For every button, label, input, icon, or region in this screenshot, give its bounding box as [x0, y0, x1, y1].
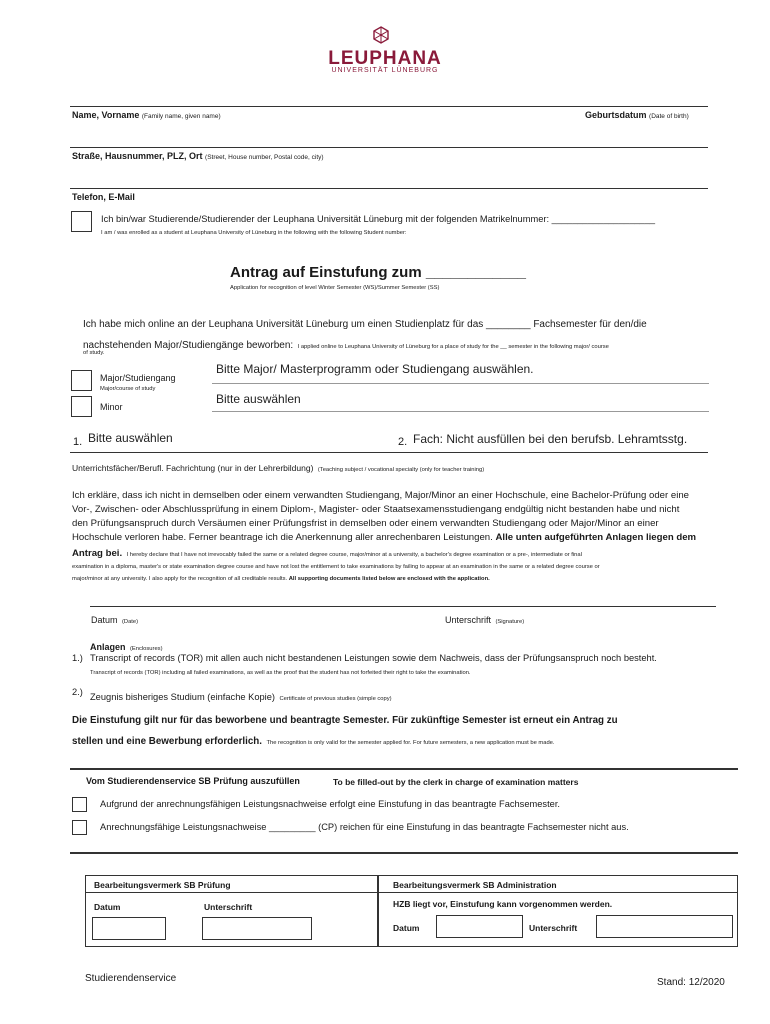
divider [70, 852, 738, 854]
minor-label: Minor [100, 402, 123, 412]
declaration-line: Hochschule verloren habe. Ferner beantrage ich die Anerkennung aller anrechenbaren Leistungen. [72, 532, 493, 543]
applied-text-en: I applied online to Leuphana University of Lüneburg for a place of study for the __ semester in the following major/ course [297, 344, 609, 350]
divider [70, 452, 708, 453]
minor-checkbox[interactable] [71, 396, 92, 417]
major-label-en: Major/course of study [100, 386, 156, 392]
notice-en: The recognition is only valid for the semester applied for. For future semesters, a new application must be made. [266, 740, 555, 746]
date-label: Datum [91, 615, 118, 625]
processing-admin-date-input[interactable] [436, 915, 523, 938]
enrolled-text-en: I am / was enrolled as a student at Leuphana University of Lüneburg in the following with the following Student number: [101, 230, 407, 236]
processing-exam-sign-label: Unterschrift [204, 902, 253, 912]
declaration-line: Ich erkläre, dass ich nicht in demselben oder einem verwandten Studiengang, Major/Minor an einer Hochschule, eine Bachelor-Prüfung oder eine [72, 490, 690, 501]
phone-email-field[interactable] [72, 192, 135, 202]
signature-line[interactable] [90, 606, 716, 607]
enclosure-2: Zeugnis bisheriges Studium (einfache Kopie) [90, 692, 276, 702]
address-label: Straße, Hausnummer, PLZ, Ort [72, 151, 203, 161]
birthdate-hint: (Date of birth) [649, 113, 689, 120]
declaration-en: I hereby declare that I have not irrevocably failed the same or a related degree course, major/minor at a university, a bachelor's degree examination or a pre-, intermediate or final [126, 552, 582, 558]
subject-2-select[interactable]: Fach: Nicht ausfüllen bei den berufsb. Lehramtsstg. [413, 432, 688, 446]
logo-subtitle: UNIVERSITÄT LÜNEBURG [331, 67, 439, 74]
enrolled-checkbox[interactable] [71, 211, 92, 232]
enclosure-1: Transcript of records (TOR) mit allen auch nicht bestandenen Leistungen sowie dem Nachweis, dass der Prüfungsanspruch noch besteht. [90, 653, 657, 663]
divider [70, 106, 708, 107]
processing-exam-date-label: Datum [94, 902, 121, 912]
birthdate-field[interactable] [585, 110, 689, 120]
minor-select[interactable]: Bitte auswählen [216, 392, 301, 406]
divider [70, 768, 738, 770]
declaration-en-enclosed: All supporting documents listed below are enclosed with the application. [288, 576, 490, 582]
notice-line: stellen und eine Bewerbung erforderlich. [72, 736, 262, 747]
notice-line: Die Einstufung gilt nur für das beworbene und beantragte Semester. Für zukünftige Semester ist erneut ein Antrag zu [72, 715, 618, 726]
divider [212, 411, 709, 412]
name-hint: (Family name, given name) [141, 113, 221, 120]
clerk-title: Vom Studierendenservice SB Prüfung auszufüllen [86, 776, 300, 786]
address-field[interactable] [72, 151, 324, 161]
address-hint: (Street, House number, Postal code, city) [205, 154, 324, 161]
processing-box-exam [85, 875, 378, 947]
processing-admin-sign-label: Unterschrift [529, 923, 578, 933]
subjects-caption-en: (Teaching subject / vocational specialty (only for teacher training) [317, 467, 485, 473]
clerk-option-2-checkbox[interactable] [72, 820, 87, 835]
logo-name: LEUPHANA [328, 48, 442, 69]
name-label: Name, Vorname [72, 110, 140, 120]
name-field[interactable] [72, 110, 221, 120]
declaration-en: major/minor at any university. I also apply for the recognition of all creditable results. [72, 576, 288, 582]
clerk-title-en: To be filled-out by the clerk in charge of examination matters [333, 777, 579, 787]
subject-2-number: 2. [398, 436, 408, 448]
subjects-caption: Unterrichtsfächer/Berufl. Fachrichtung (nur in der Lehrerbildung) [72, 463, 314, 473]
clerk-option-1-checkbox[interactable] [72, 797, 87, 812]
processing-exam-date-input[interactable] [92, 917, 166, 940]
processing-exam-sign-input[interactable] [202, 917, 312, 940]
signature-label: Unterschrift [445, 615, 492, 625]
clerk-option-1: Aufgrund der anrechnungsfähigen Leistungsnachweise erfolgt eine Einstufung in das beantragte Fachsemester. [100, 799, 560, 809]
major-checkbox[interactable] [71, 370, 92, 391]
major-select[interactable]: Bitte Major/ Masterprogramm oder Studiengang auswählen. [216, 362, 534, 376]
processing-admin-text: HZB liegt vor, Einstufung kann vorgenommen werden. [393, 899, 613, 909]
declaration [72, 489, 737, 545]
processing-admin-sign-input[interactable] [596, 915, 733, 938]
enrolled-text: Ich bin/war Studierende/Studierender der Leuphana Universität Lüneburg mit der folgenden Matrikelnummer: ____________________ [101, 214, 656, 224]
processing-exam-title: Bearbeitungsvermerk SB Prüfung [94, 880, 231, 890]
divider [70, 188, 708, 189]
form-subtitle: Application for recognition of level Winter Semester (WS)/Summer Semester (SS) [230, 285, 440, 291]
footer-date: Stand: 12/2020 [657, 977, 725, 988]
major-label: Major/Studiengang [100, 373, 176, 383]
date-hint: (Date) [121, 619, 139, 625]
enclosure-2-en: Certificate of previous studies (simple copy) [279, 696, 392, 702]
processing-admin-title: Bearbeitungsvermerk SB Administration [393, 880, 557, 890]
declaration-line: Vor-, Zwischen- oder Abschlussprüfung in einem Diplom-, Magister- oder Staatsexamensstudiengang endgültig nicht bestanden habe und nicht [72, 504, 680, 515]
processing-box-admin [378, 875, 738, 947]
phone-email-label: Telefon, E-Mail [72, 192, 135, 202]
enclosures-title: Anlagen [90, 642, 126, 652]
subject-1-select[interactable]: Bitte auswählen [88, 431, 173, 445]
enclosure-1-en: Transcript of records (TOR) including all failed examinations, as well as the proof that the student has not forfeited their right to take the examination. [90, 670, 471, 676]
leuphana-logo-icon [372, 26, 390, 44]
signature-hint: (Signature) [495, 619, 525, 625]
birthdate-label: Geburtsdatum [585, 110, 647, 120]
applied-text: Ich habe mich online an der Leuphana Universität Lüneburg um einen Studienplatz für das ________ Fachsemester für den/die [83, 319, 647, 330]
declaration-enclosed-end: Antrag bei. [72, 548, 123, 559]
footer-left: Studierendenservice [85, 973, 177, 984]
applied-text-b: nachstehenden Major/Studiengänge beworben: [83, 340, 294, 351]
clerk-option-2: Anrechnungsfähige Leistungsnachweise _________ (CP) reichen für eine Einstufung in das beantragte Fachsemester nicht aus. [100, 822, 629, 832]
declaration-en: examination in a diploma, master's or state examination degree course and have not lost the entitlement to take examinations by failing to appear at an examination in the same or a related degree course or [72, 564, 600, 570]
divider [212, 383, 709, 384]
enclosures-hint: (Enclosures) [129, 646, 163, 652]
applied-text-en-end: of study. [83, 350, 105, 356]
processing-admin-date-label: Datum [393, 923, 420, 933]
subject-1-number: 1. [73, 436, 83, 448]
declaration-enclosed: Alle unten aufgeführten Anlagen liegen dem [495, 532, 697, 543]
declaration-line: den Prüfungsanspruch durch Versäumen einer Prüfungsfrist in demselben oder einem verwandten Studiengang oder Major/Minor an einer [72, 518, 659, 529]
enclosure-2-number: 2.) [72, 687, 83, 697]
divider [70, 147, 708, 148]
enclosure-1-number: 1.) [72, 653, 83, 663]
form-title: Antrag auf Einstufung zum ____________ [230, 264, 526, 281]
